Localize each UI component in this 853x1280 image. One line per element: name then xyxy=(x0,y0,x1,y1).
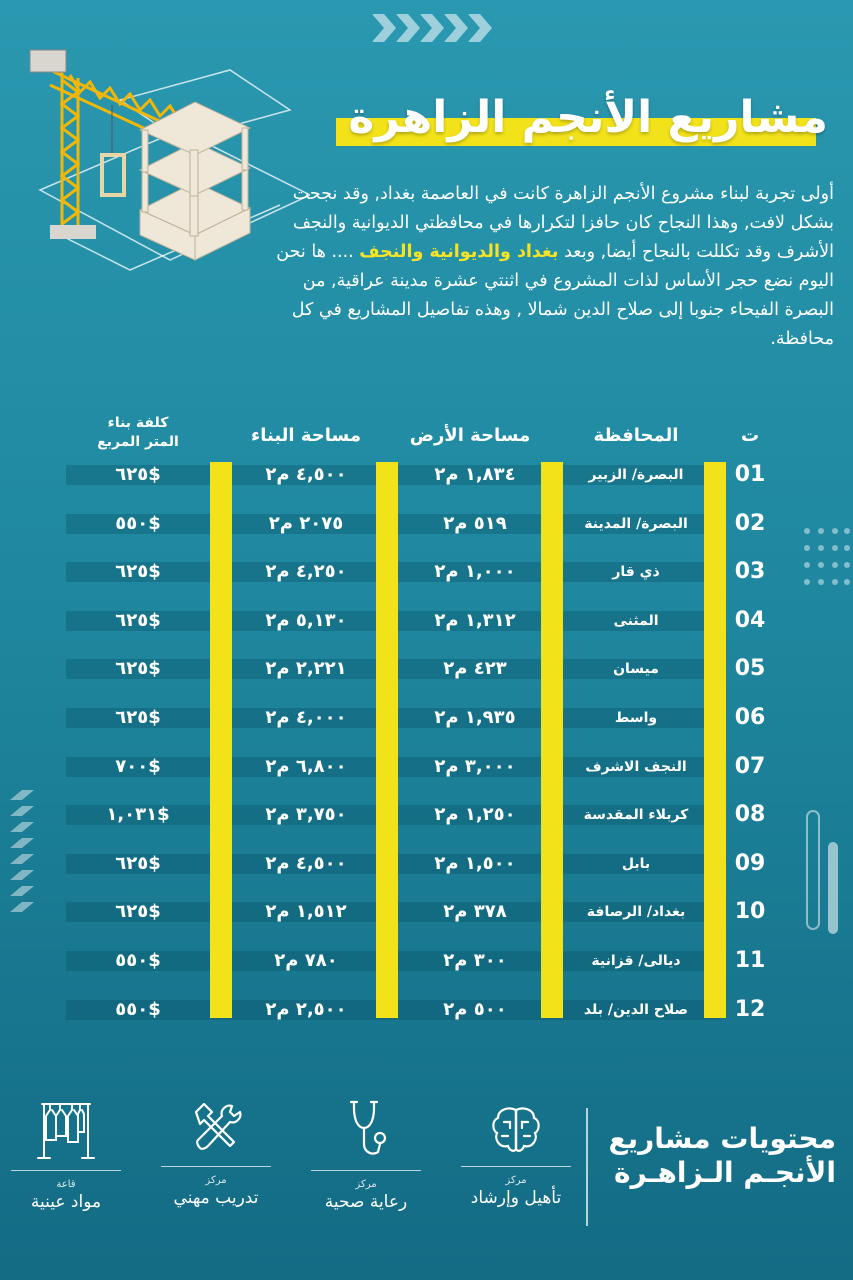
clothes-rack-icon xyxy=(34,1098,98,1162)
row-building-area: ٥,١٣٠ م٢ xyxy=(265,609,347,631)
row-building-area: ٧٨٠ م٢ xyxy=(274,950,338,971)
service-underline xyxy=(311,1170,421,1171)
row-land-area: ١,٥٠٠ م٢ xyxy=(434,852,516,874)
service-small-label: مركز xyxy=(205,1175,227,1186)
row-province: صلاح الدين/ بلد xyxy=(583,1001,689,1018)
row-land-area: ٣٧٨ م٢ xyxy=(443,901,507,923)
row-cost: $٥٥٠ xyxy=(115,998,161,1020)
row-number: 03 xyxy=(734,559,766,585)
row-land-area: ١,٨٣٤ م٢ xyxy=(434,464,516,485)
header-cost xyxy=(66,414,210,452)
row-building-area: ٢٠٧٥ م٢ xyxy=(268,512,344,534)
row-land-area: ١,٢٥٠ م٢ xyxy=(434,804,516,826)
row-land-area: ٤٢٣ م٢ xyxy=(443,658,507,680)
column-divider xyxy=(541,462,563,1018)
column-divider xyxy=(704,462,726,1018)
row-number: 06 xyxy=(734,705,766,730)
title-block xyxy=(336,92,832,154)
row-land-area: ١,٠٠٠ م٢ xyxy=(434,561,516,583)
row-cost: $٦٢٥ xyxy=(115,658,161,680)
row-province: البصرة/ المدينة xyxy=(584,515,688,532)
service-health xyxy=(302,1098,430,1212)
row-number: 12 xyxy=(734,996,766,1022)
header-building-area: مساحة البناء xyxy=(251,425,361,446)
row-building-area: ٤,٠٠٠ م٢ xyxy=(265,707,347,728)
row-cost: $٦٢٥ xyxy=(115,609,161,631)
intro-text-before: أولى تجربة لبناء مشروع الأنجم الزاهرة كانت في العاصمة بغداد, وقد نجحت بشكل لافت, وهذا النجاح كان حافزا لتكرارها في محافظتي الديوانية والنجف الأشرف وقد تكللت بالنجاح أيضا, وبعد xyxy=(292,184,834,262)
row-building-area: ٦,٨٠٠ م٢ xyxy=(265,755,347,777)
row-building-area: ٤,٥٠٠ م٢ xyxy=(265,464,347,485)
row-province: ميسان xyxy=(613,661,659,678)
intro-highlight: بغداد والديوانية والنجف xyxy=(359,242,559,262)
row-province: النجف الاشرف xyxy=(585,758,687,775)
row-province: ديالى/ قزانية xyxy=(591,953,681,969)
row-number: 11 xyxy=(734,948,766,973)
row-province: ذي قار xyxy=(612,564,660,581)
row-land-area: ١,٣١٢ م٢ xyxy=(434,609,516,631)
service-underline xyxy=(461,1166,571,1167)
row-land-area: ٣,٠٠٠ م٢ xyxy=(434,755,516,777)
row-cost: $٧٠٠ xyxy=(115,755,161,777)
row-building-area: ١,٥١٢ م٢ xyxy=(265,901,347,923)
row-province: البصرة/ الزبير xyxy=(588,467,684,483)
page-title: مشاريع الأنجم الزاهرة xyxy=(348,92,828,143)
row-number: 05 xyxy=(734,656,766,682)
intro-text-after: .... ها نحن اليوم نضع حجر الأساس لذات المشروع في اثنتي عشرة مدينة عراقية, من البصرة الفيحاء جنوبا إلى صلاح الدين شمالا , وهذه تفاصيل المشاريع في كل محافظة. xyxy=(276,242,834,349)
row-province: بابل xyxy=(621,855,651,872)
row-cost: $٦٢٥ xyxy=(115,852,161,874)
row-land-area: ٥١٩ م٢ xyxy=(443,512,507,534)
service-material xyxy=(2,1098,130,1212)
service-label: تأهيل وإرشاد xyxy=(470,1188,562,1208)
service-small-label: مركز xyxy=(505,1175,527,1186)
header-province: المحافظة xyxy=(593,425,679,446)
row-number: 02 xyxy=(734,510,766,536)
column-divider xyxy=(376,462,398,1018)
header-num: ت xyxy=(740,425,760,446)
contents-title-line1: محتويات مشاريع xyxy=(608,1122,836,1155)
service-underline xyxy=(11,1170,121,1171)
slashes-decoration xyxy=(10,790,34,920)
service-label: مواد عينية xyxy=(30,1192,102,1212)
row-province: بغداد/ الرصافة xyxy=(586,904,686,921)
row-number: 08 xyxy=(734,802,766,828)
tools-icon xyxy=(186,1098,246,1158)
service-label: رعاية صحية xyxy=(324,1192,408,1212)
row-number: 04 xyxy=(734,607,766,633)
row-cost: $٦٢٥ xyxy=(115,901,161,923)
service-rehab xyxy=(452,1098,580,1208)
brain-icon xyxy=(486,1098,546,1158)
header-cost-line2: المتر المربع xyxy=(97,434,179,450)
row-land-area: ١,٩٣٥ م٢ xyxy=(434,707,516,728)
row-cost: $٦٢٥ xyxy=(115,464,161,485)
row-number: 10 xyxy=(734,899,766,925)
column-divider xyxy=(210,462,232,1018)
header-cost-line1: كلفة بناء xyxy=(107,415,169,431)
row-cost: $٦٢٥ xyxy=(115,707,161,728)
row-province: كربلاء المقدسة xyxy=(583,807,689,824)
service-vocational xyxy=(152,1098,280,1208)
contents-title-line2: الأنجـم الـزاهـرة xyxy=(613,1156,836,1189)
row-cost: $٦٢٥ xyxy=(115,561,161,583)
chevrons-decoration xyxy=(372,14,492,42)
service-small-label: مركز xyxy=(355,1179,377,1190)
row-building-area: ٤,٢٥٠ م٢ xyxy=(265,561,347,583)
row-land-area: ٥٠٠ م٢ xyxy=(443,998,507,1020)
row-province: المثنى xyxy=(613,612,659,629)
scroll-decoration-fill xyxy=(828,842,838,934)
stethoscope-icon xyxy=(336,1098,396,1162)
intro-paragraph xyxy=(262,180,834,354)
service-underline xyxy=(161,1166,271,1167)
row-cost: $١,٠٣١ xyxy=(106,804,170,826)
row-number: 01 xyxy=(734,462,766,487)
row-number: 09 xyxy=(734,850,766,876)
row-cost: $٥٥٠ xyxy=(115,512,161,534)
service-small-label: قاعة xyxy=(56,1179,76,1190)
row-land-area: ٣٠٠ م٢ xyxy=(443,950,507,971)
service-label: تدريب مهني xyxy=(173,1188,259,1208)
row-building-area: ٢,٢٢١ م٢ xyxy=(265,658,347,680)
row-building-area: ٢,٥٠٠ م٢ xyxy=(265,998,347,1020)
row-province: واسط xyxy=(614,710,658,726)
row-building-area: ٤,٥٠٠ م٢ xyxy=(265,852,347,874)
row-building-area: ٣,٧٥٠ م٢ xyxy=(265,804,347,826)
contents-title xyxy=(596,1122,836,1190)
dots-decoration xyxy=(802,526,850,588)
scroll-decoration-outline xyxy=(806,810,820,930)
contents-separator xyxy=(586,1108,588,1226)
row-cost: $٥٥٠ xyxy=(115,950,161,971)
row-number: 07 xyxy=(734,753,766,779)
header-land-area: مساحة الأرض xyxy=(409,425,531,446)
